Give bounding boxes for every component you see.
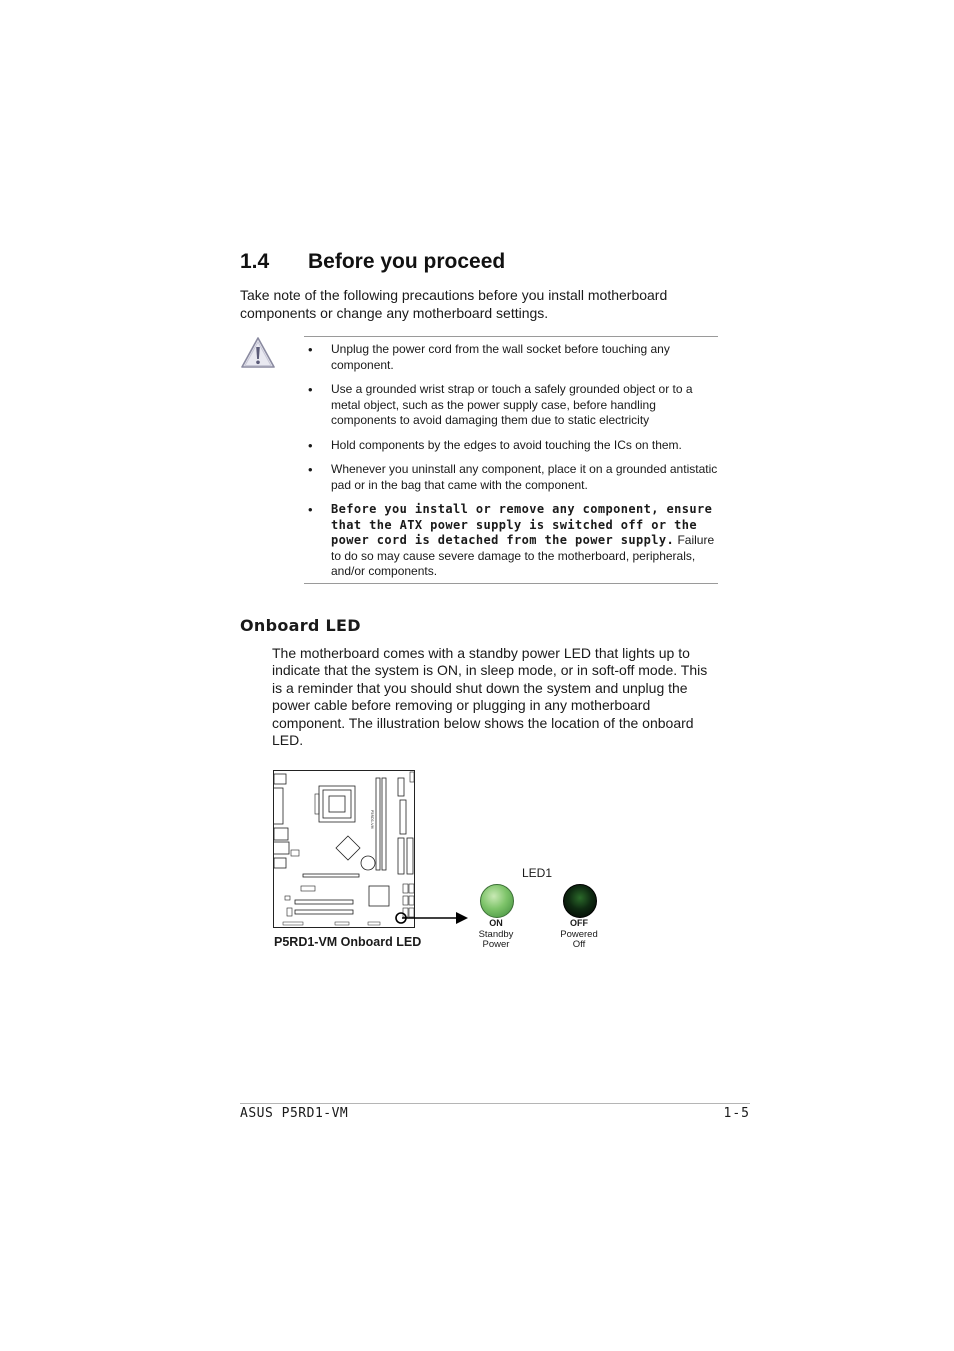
section-heading: [240, 250, 505, 274]
footer-rule: [240, 1103, 750, 1104]
intro-paragraph: Take note of the following precautions before you install motherboard components or change any motherboard settings.: [240, 287, 668, 321]
onboard-led-heading: Onboard LED: [240, 616, 361, 635]
list-item: • Whenever you uninstall any component, place it on a grounded antistatic pad or in the bag that came with the component.: [306, 462, 718, 493]
list-item: • Unplug the power cord from the wall socket before touching any component.: [306, 342, 718, 373]
onboard-led-paragraph: The motherboard comes with a standby power LED that lights up to indicate that the system is ON, in sleep mode, or in soft-off mode. This is a reminder that you should shut down the system and unplug the power cable before removing or plugging in any motherboard component. The illustration below shows the location of the onboard LED.: [272, 645, 708, 749]
footer-product-name: ASUS P5RD1-VM: [240, 1106, 349, 1121]
section-number: 1.4: [240, 250, 270, 273]
list-item: • Hold components by the edges to avoid touching the ICs on them.: [306, 438, 718, 454]
warning-rest-text: Failure to do so may cause severe damage to the motherboard, peripherals, and/or components.: [331, 533, 715, 578]
warning-bottom-rule: [304, 583, 718, 584]
list-item: [306, 502, 718, 580]
led-off-line1: Powered: [560, 929, 598, 940]
led-off-state: OFF: [570, 918, 588, 928]
warning-list: [306, 342, 718, 589]
section-title: Before you proceed: [308, 250, 506, 273]
led-off-line2: Off: [572, 939, 586, 950]
warning-triangle-icon: [240, 336, 276, 370]
led-on-state: ON: [489, 918, 503, 928]
list-item: • Use a grounded wrist strap or touch a safely grounded object or to a metal object, such as the power supply case, before handling components to avoid damaging them due to static electricity: [306, 382, 718, 429]
led-on-line1: Standby: [478, 929, 514, 940]
led-pointer-arrow: [400, 910, 470, 926]
figure-caption: P5RD1-VM Onboard LED: [274, 935, 422, 949]
led-on-line2: Power: [482, 939, 510, 950]
led-on-icon: [480, 884, 514, 918]
warning-top-rule: [304, 336, 718, 337]
board-label: P5RD1-VM: [370, 810, 374, 829]
motherboard-diagram: [273, 770, 415, 928]
bold-warning-text: Before you install or remove any component, ensure that the ATX power supply is switched off or the power cord is detached from the power supply.: [331, 502, 713, 547]
led1-label: LED1: [522, 866, 553, 880]
led-off-icon: [563, 884, 597, 918]
footer-page-number: 1-5: [723, 1106, 750, 1121]
